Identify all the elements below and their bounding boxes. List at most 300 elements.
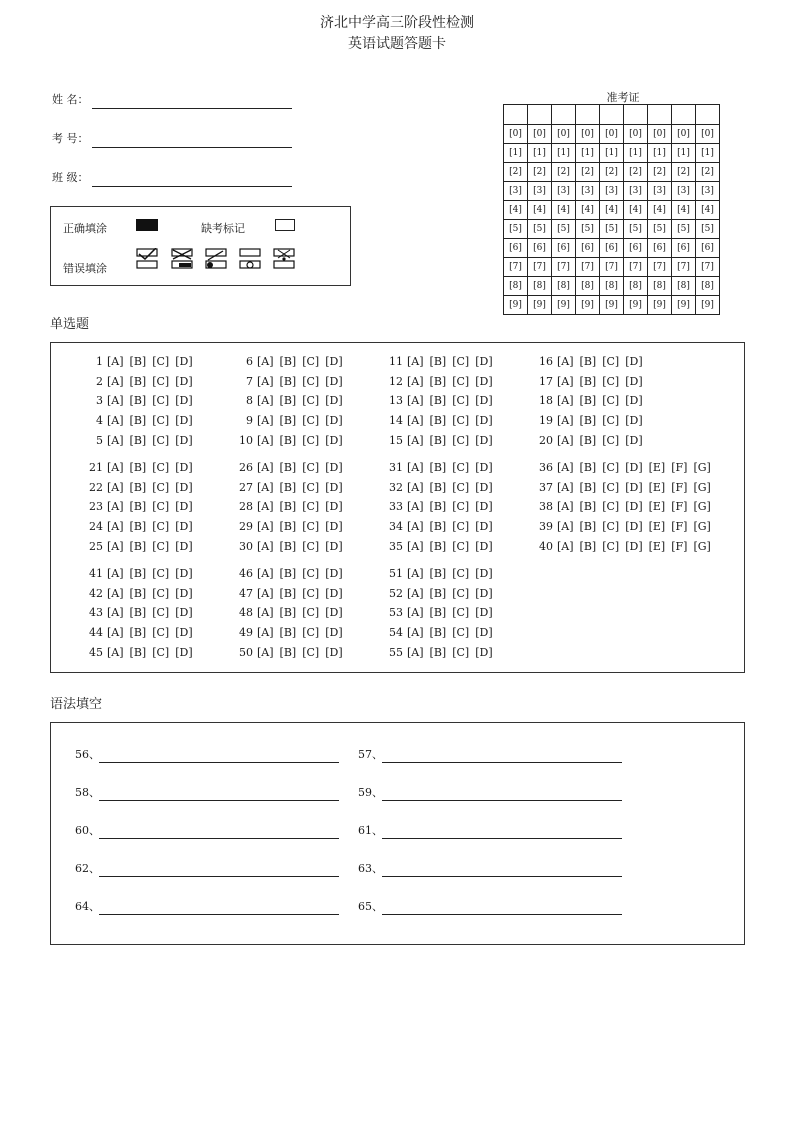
ticket-digit-bubble[interactable]: [0] <box>696 125 720 144</box>
option-bubble[interactable]: [A] <box>107 461 124 474</box>
option-bubble[interactable]: [D] <box>475 374 493 388</box>
blank-answer-line[interactable] <box>382 900 622 915</box>
ticket-digit-bubble[interactable]: [4] <box>528 201 552 220</box>
ticket-digit-bubble[interactable]: [0] <box>528 125 552 144</box>
ticket-write-cell[interactable] <box>696 105 720 125</box>
ticket-digit-bubble[interactable]: [3] <box>672 182 696 201</box>
option-bubble[interactable]: [D] <box>175 586 193 600</box>
option-bubble[interactable]: [A] <box>557 480 574 494</box>
option-bubble[interactable]: [E] <box>648 520 666 534</box>
ticket-digit-bubble[interactable]: [4] <box>600 201 624 220</box>
ticket-digit-bubble[interactable]: [3] <box>504 182 528 201</box>
option-bubble[interactable]: [A] <box>107 433 124 447</box>
ticket-digit-bubble[interactable]: [3] <box>552 182 576 201</box>
option-bubble[interactable]: [B] <box>429 606 447 620</box>
ticket-digit-bubble[interactable]: [5] <box>504 220 528 239</box>
option-bubble[interactable]: [A] <box>557 374 574 388</box>
option-bubble[interactable]: [A] <box>257 374 274 388</box>
option-bubble[interactable]: [A] <box>107 374 124 388</box>
option-bubble[interactable]: [C] <box>452 606 470 620</box>
option-bubble[interactable]: [D] <box>475 539 493 553</box>
option-bubble[interactable]: [C] <box>302 586 320 600</box>
blank-answer-line[interactable] <box>99 900 339 915</box>
option-bubble[interactable]: [B] <box>429 539 447 553</box>
option-bubble[interactable]: [A] <box>107 586 124 600</box>
ticket-digit-bubble[interactable]: [9] <box>528 296 552 315</box>
option-bubble[interactable]: [D] <box>325 626 343 640</box>
option-bubble[interactable]: [D] <box>325 414 343 428</box>
ticket-digit-bubble[interactable]: [7] <box>648 258 672 277</box>
option-bubble[interactable]: [C] <box>602 500 620 514</box>
option-bubble[interactable]: [B] <box>279 480 297 494</box>
option-bubble[interactable]: [D] <box>625 374 643 388</box>
option-bubble[interactable]: [C] <box>152 586 170 600</box>
option-bubble[interactable]: [C] <box>602 355 620 368</box>
option-bubble[interactable]: [E] <box>648 461 666 474</box>
option-bubble[interactable]: [A] <box>257 539 274 553</box>
option-bubble[interactable]: [B] <box>279 394 297 408</box>
option-bubble[interactable]: [B] <box>429 520 447 534</box>
ticket-digit-bubble[interactable]: [0] <box>576 125 600 144</box>
option-bubble[interactable]: [D] <box>175 480 193 494</box>
ticket-digit-bubble[interactable]: [2] <box>624 163 648 182</box>
blank-answer-line[interactable] <box>382 824 622 839</box>
ticket-digit-bubble[interactable]: [1] <box>552 144 576 163</box>
option-bubble[interactable]: [A] <box>407 539 424 553</box>
ticket-digit-bubble[interactable]: [8] <box>576 277 600 296</box>
ticket-digit-bubble[interactable]: [7] <box>600 258 624 277</box>
ticket-digit-bubble[interactable]: [0] <box>504 125 528 144</box>
option-bubble[interactable]: [B] <box>279 520 297 534</box>
ticket-digit-bubble[interactable]: [6] <box>624 239 648 258</box>
option-bubble[interactable]: [A] <box>407 567 424 580</box>
option-bubble[interactable]: [D] <box>175 355 193 368</box>
option-bubble[interactable]: [A] <box>407 645 424 659</box>
option-bubble[interactable]: [A] <box>407 500 424 514</box>
ticket-digit-bubble[interactable]: [5] <box>528 220 552 239</box>
ticket-digit-bubble[interactable]: [5] <box>648 220 672 239</box>
option-bubble[interactable]: [A] <box>407 606 424 620</box>
option-bubble[interactable]: [G] <box>693 539 711 553</box>
option-bubble[interactable]: [G] <box>693 480 711 494</box>
ticket-digit-bubble[interactable]: [9] <box>504 296 528 315</box>
ticket-digit-bubble[interactable]: [7] <box>576 258 600 277</box>
ticket-digit-bubble[interactable]: [9] <box>672 296 696 315</box>
option-bubble[interactable]: [B] <box>129 480 147 494</box>
option-bubble[interactable]: [A] <box>257 414 274 428</box>
ticket-digit-bubble[interactable]: [4] <box>648 201 672 220</box>
option-bubble[interactable]: [D] <box>325 480 343 494</box>
option-bubble[interactable]: [C] <box>452 374 470 388</box>
option-bubble[interactable]: [B] <box>429 414 447 428</box>
ticket-digit-bubble[interactable]: [4] <box>552 201 576 220</box>
ticket-write-cell[interactable] <box>624 105 648 125</box>
ticket-write-cell[interactable] <box>528 105 552 125</box>
ticket-digit-bubble[interactable]: [8] <box>696 277 720 296</box>
option-bubble[interactable]: [D] <box>625 394 643 408</box>
option-bubble[interactable]: [A] <box>257 645 274 659</box>
option-bubble[interactable]: [D] <box>325 567 343 580</box>
option-bubble[interactable]: [B] <box>579 461 597 474</box>
option-bubble[interactable]: [D] <box>175 394 193 408</box>
option-bubble[interactable]: [D] <box>475 394 493 408</box>
ticket-digit-bubble[interactable]: [5] <box>576 220 600 239</box>
option-bubble[interactable]: [D] <box>175 567 193 580</box>
option-bubble[interactable]: [C] <box>302 355 320 368</box>
option-bubble[interactable]: [D] <box>625 520 643 534</box>
ticket-digit-bubble[interactable]: [6] <box>600 239 624 258</box>
option-bubble[interactable]: [B] <box>129 586 147 600</box>
ticket-digit-bubble[interactable]: [3] <box>600 182 624 201</box>
option-bubble[interactable]: [C] <box>602 433 620 447</box>
ticket-digit-bubble[interactable]: [8] <box>600 277 624 296</box>
option-bubble[interactable]: [D] <box>625 539 643 553</box>
option-bubble[interactable]: [D] <box>475 355 493 368</box>
option-bubble[interactable]: [A] <box>557 414 574 428</box>
ticket-digit-bubble[interactable]: [4] <box>576 201 600 220</box>
ticket-digit-bubble[interactable]: [1] <box>672 144 696 163</box>
ticket-digit-bubble[interactable]: [2] <box>528 163 552 182</box>
ticket-digit-bubble[interactable]: [6] <box>576 239 600 258</box>
option-bubble[interactable]: [B] <box>579 374 597 388</box>
option-bubble[interactable]: [B] <box>429 355 447 368</box>
option-bubble[interactable]: [B] <box>129 433 147 447</box>
option-bubble[interactable]: [A] <box>407 374 424 388</box>
ticket-digit-bubble[interactable]: [1] <box>624 144 648 163</box>
ticket-digit-bubble[interactable]: [0] <box>648 125 672 144</box>
option-bubble[interactable]: [D] <box>625 500 643 514</box>
option-bubble[interactable]: [B] <box>279 355 297 368</box>
option-bubble[interactable]: [C] <box>152 355 170 368</box>
ticket-digit-bubble[interactable]: [7] <box>696 258 720 277</box>
ticket-write-cell[interactable] <box>576 105 600 125</box>
option-bubble[interactable]: [B] <box>579 433 597 447</box>
ticket-digit-bubble[interactable]: [8] <box>624 277 648 296</box>
option-bubble[interactable]: [D] <box>175 374 193 388</box>
ticket-digit-bubble[interactable]: [9] <box>552 296 576 315</box>
option-bubble[interactable]: [D] <box>175 626 193 640</box>
option-bubble[interactable]: [B] <box>579 520 597 534</box>
ticket-write-cell[interactable] <box>600 105 624 125</box>
option-bubble[interactable]: [B] <box>129 355 147 368</box>
ticket-write-cell[interactable] <box>648 105 672 125</box>
option-bubble[interactable]: [D] <box>475 480 493 494</box>
option-bubble[interactable]: [C] <box>302 520 320 534</box>
option-bubble[interactable]: [A] <box>407 626 424 640</box>
ticket-digit-bubble[interactable]: [5] <box>552 220 576 239</box>
option-bubble[interactable]: [D] <box>175 414 193 428</box>
option-bubble[interactable]: [A] <box>557 461 574 474</box>
option-bubble[interactable]: [C] <box>302 645 320 659</box>
ticket-digit-bubble[interactable]: [0] <box>672 125 696 144</box>
option-bubble[interactable]: [G] <box>693 461 711 474</box>
option-bubble[interactable]: [D] <box>325 606 343 620</box>
option-bubble[interactable]: [C] <box>302 414 320 428</box>
option-bubble[interactable]: [C] <box>152 645 170 659</box>
ticket-digit-bubble[interactable]: [8] <box>552 277 576 296</box>
option-bubble[interactable]: [A] <box>107 606 124 620</box>
option-bubble[interactable]: [B] <box>279 626 297 640</box>
ticket-digit-bubble[interactable]: [4] <box>504 201 528 220</box>
option-bubble[interactable]: [C] <box>302 626 320 640</box>
option-bubble[interactable]: [B] <box>579 355 597 368</box>
option-bubble[interactable]: [B] <box>129 414 147 428</box>
option-bubble[interactable]: [C] <box>452 394 470 408</box>
option-bubble[interactable]: [B] <box>129 520 147 534</box>
option-bubble[interactable]: [A] <box>257 480 274 494</box>
blank-answer-line[interactable] <box>99 786 339 801</box>
ticket-digit-bubble[interactable]: [3] <box>624 182 648 201</box>
option-bubble[interactable]: [C] <box>452 567 470 580</box>
ticket-digit-bubble[interactable]: [4] <box>672 201 696 220</box>
option-bubble[interactable]: [B] <box>579 394 597 408</box>
option-bubble[interactable]: [C] <box>602 520 620 534</box>
option-bubble[interactable]: [A] <box>257 355 274 368</box>
option-bubble[interactable]: [D] <box>175 500 193 514</box>
option-bubble[interactable]: [A] <box>107 539 124 553</box>
blank-answer-line[interactable] <box>382 748 622 763</box>
option-bubble[interactable]: [C] <box>152 433 170 447</box>
ticket-digit-bubble[interactable]: [0] <box>600 125 624 144</box>
option-bubble[interactable]: [C] <box>302 374 320 388</box>
ticket-digit-bubble[interactable]: [1] <box>648 144 672 163</box>
ticket-digit-bubble[interactable]: [5] <box>600 220 624 239</box>
option-bubble[interactable]: [A] <box>257 500 274 514</box>
option-bubble[interactable]: [D] <box>325 645 343 659</box>
option-bubble[interactable]: [A] <box>257 606 274 620</box>
option-bubble[interactable]: [C] <box>152 567 170 580</box>
option-bubble[interactable]: [C] <box>602 461 620 474</box>
ticket-digit-bubble[interactable]: [5] <box>672 220 696 239</box>
option-bubble[interactable]: [D] <box>475 414 493 428</box>
ticket-digit-bubble[interactable]: [8] <box>672 277 696 296</box>
ticket-digit-bubble[interactable]: [1] <box>696 144 720 163</box>
option-bubble[interactable]: [C] <box>452 433 470 447</box>
option-bubble[interactable]: [D] <box>475 433 493 447</box>
option-bubble[interactable]: [D] <box>175 606 193 620</box>
option-bubble[interactable]: [B] <box>129 461 147 474</box>
option-bubble[interactable]: [A] <box>107 480 124 494</box>
option-bubble[interactable]: [B] <box>579 500 597 514</box>
option-bubble[interactable]: [A] <box>107 626 124 640</box>
ticket-digit-bubble[interactable]: [2] <box>648 163 672 182</box>
option-bubble[interactable]: [A] <box>407 586 424 600</box>
ticket-digit-bubble[interactable]: [9] <box>624 296 648 315</box>
option-bubble[interactable]: [B] <box>429 374 447 388</box>
class-field[interactable] <box>92 170 292 187</box>
ticket-digit-bubble[interactable]: [7] <box>504 258 528 277</box>
option-bubble[interactable]: [B] <box>279 606 297 620</box>
option-bubble[interactable]: [C] <box>152 461 170 474</box>
ticket-digit-bubble[interactable]: [9] <box>696 296 720 315</box>
ticket-digit-bubble[interactable]: [2] <box>552 163 576 182</box>
option-bubble[interactable]: [B] <box>579 539 597 553</box>
option-bubble[interactable]: [A] <box>407 433 424 447</box>
option-bubble[interactable]: [C] <box>302 606 320 620</box>
ticket-digit-bubble[interactable]: [0] <box>624 125 648 144</box>
option-bubble[interactable]: [D] <box>325 374 343 388</box>
option-bubble[interactable]: [A] <box>407 461 424 474</box>
ticket-digit-bubble[interactable]: [6] <box>648 239 672 258</box>
blank-answer-line[interactable] <box>382 862 622 877</box>
ticket-digit-bubble[interactable]: [8] <box>648 277 672 296</box>
option-bubble[interactable]: [B] <box>279 567 297 580</box>
option-bubble[interactable]: [A] <box>107 500 124 514</box>
ticket-digit-bubble[interactable]: [6] <box>696 239 720 258</box>
option-bubble[interactable]: [E] <box>648 539 666 553</box>
option-bubble[interactable]: [B] <box>429 433 447 447</box>
ticket-digit-bubble[interactable]: [4] <box>624 201 648 220</box>
option-bubble[interactable]: [C] <box>302 461 320 474</box>
ticket-digit-bubble[interactable]: [1] <box>528 144 552 163</box>
option-bubble[interactable]: [C] <box>452 414 470 428</box>
option-bubble[interactable]: [A] <box>107 520 124 534</box>
ticket-digit-bubble[interactable]: [6] <box>672 239 696 258</box>
option-bubble[interactable]: [F] <box>671 480 688 494</box>
option-bubble[interactable]: [C] <box>602 394 620 408</box>
option-bubble[interactable]: [A] <box>107 414 124 428</box>
ticket-digit-bubble[interactable]: [8] <box>504 277 528 296</box>
option-bubble[interactable]: [C] <box>152 500 170 514</box>
option-bubble[interactable]: [D] <box>325 520 343 534</box>
option-bubble[interactable]: [C] <box>602 539 620 553</box>
option-bubble[interactable]: [D] <box>475 567 493 580</box>
option-bubble[interactable]: [A] <box>557 520 574 534</box>
option-bubble[interactable]: [C] <box>452 520 470 534</box>
option-bubble[interactable]: [B] <box>279 414 297 428</box>
option-bubble[interactable]: [D] <box>475 586 493 600</box>
ticket-digit-bubble[interactable]: [2] <box>696 163 720 182</box>
option-bubble[interactable]: [C] <box>452 626 470 640</box>
option-bubble[interactable]: [C] <box>152 374 170 388</box>
ticket-digit-bubble[interactable]: [3] <box>576 182 600 201</box>
option-bubble[interactable]: [B] <box>279 500 297 514</box>
absent-mark-box[interactable] <box>275 219 295 231</box>
option-bubble[interactable]: [E] <box>648 480 666 494</box>
option-bubble[interactable]: [B] <box>129 606 147 620</box>
ticket-digit-bubble[interactable]: [7] <box>672 258 696 277</box>
option-bubble[interactable]: [C] <box>452 355 470 368</box>
option-bubble[interactable]: [D] <box>625 480 643 494</box>
ticket-digit-bubble[interactable]: [9] <box>576 296 600 315</box>
ticket-digit-bubble[interactable]: [6] <box>528 239 552 258</box>
option-bubble[interactable]: [D] <box>475 520 493 534</box>
option-bubble[interactable]: [A] <box>257 567 274 580</box>
option-bubble[interactable]: [C] <box>302 394 320 408</box>
option-bubble[interactable]: [B] <box>129 645 147 659</box>
option-bubble[interactable]: [B] <box>429 645 447 659</box>
ticket-digit-bubble[interactable]: [3] <box>696 182 720 201</box>
option-bubble[interactable]: [C] <box>602 414 620 428</box>
option-bubble[interactable]: [C] <box>302 433 320 447</box>
option-bubble[interactable]: [C] <box>452 461 470 474</box>
option-bubble[interactable]: [B] <box>129 394 147 408</box>
option-bubble[interactable]: [B] <box>429 567 447 580</box>
option-bubble[interactable]: [D] <box>325 433 343 447</box>
option-bubble[interactable]: [F] <box>671 500 688 514</box>
option-bubble[interactable]: [C] <box>602 480 620 494</box>
option-bubble[interactable]: [A] <box>107 645 124 659</box>
option-bubble[interactable]: [C] <box>152 394 170 408</box>
option-bubble[interactable]: [A] <box>407 394 424 408</box>
option-bubble[interactable]: [A] <box>407 520 424 534</box>
option-bubble[interactable]: [A] <box>107 567 124 580</box>
option-bubble[interactable]: [D] <box>475 626 493 640</box>
option-bubble[interactable]: [D] <box>325 461 343 474</box>
option-bubble[interactable]: [D] <box>325 586 343 600</box>
ticket-digit-bubble[interactable]: [6] <box>504 239 528 258</box>
option-bubble[interactable]: [B] <box>429 394 447 408</box>
option-bubble[interactable]: [A] <box>407 480 424 494</box>
blank-answer-line[interactable] <box>99 862 339 877</box>
option-bubble[interactable]: [D] <box>475 500 493 514</box>
option-bubble[interactable]: [A] <box>557 433 574 447</box>
option-bubble[interactable]: [B] <box>429 586 447 600</box>
option-bubble[interactable]: [C] <box>602 374 620 388</box>
option-bubble[interactable]: [D] <box>475 606 493 620</box>
option-bubble[interactable]: [B] <box>279 374 297 388</box>
option-bubble[interactable]: [G] <box>693 520 711 534</box>
option-bubble[interactable]: [C] <box>452 586 470 600</box>
option-bubble[interactable]: [B] <box>279 586 297 600</box>
ticket-digit-bubble[interactable]: [7] <box>528 258 552 277</box>
ticket-write-cell[interactable] <box>672 105 696 125</box>
ticket-write-cell[interactable] <box>552 105 576 125</box>
option-bubble[interactable]: [F] <box>671 461 688 474</box>
option-bubble[interactable]: [B] <box>279 539 297 553</box>
option-bubble[interactable]: [A] <box>107 394 124 408</box>
ticket-digit-bubble[interactable]: [4] <box>696 201 720 220</box>
option-bubble[interactable]: [D] <box>175 645 193 659</box>
option-bubble[interactable]: [D] <box>625 433 643 447</box>
option-bubble[interactable]: [B] <box>129 567 147 580</box>
ticket-write-cell[interactable] <box>504 105 528 125</box>
option-bubble[interactable]: [C] <box>452 500 470 514</box>
option-bubble[interactable]: [D] <box>475 461 493 474</box>
option-bubble[interactable]: [F] <box>671 520 688 534</box>
ticket-digit-bubble[interactable]: [1] <box>504 144 528 163</box>
option-bubble[interactable]: [A] <box>257 433 274 447</box>
option-bubble[interactable]: [B] <box>429 480 447 494</box>
option-bubble[interactable]: [D] <box>325 539 343 553</box>
name-field[interactable] <box>92 92 292 109</box>
option-bubble[interactable]: [D] <box>325 394 343 408</box>
option-bubble[interactable]: [C] <box>302 567 320 580</box>
option-bubble[interactable]: [A] <box>257 626 274 640</box>
blank-answer-line[interactable] <box>99 748 339 763</box>
ticket-digit-bubble[interactable]: [3] <box>648 182 672 201</box>
exam-no-field[interactable] <box>92 131 292 148</box>
option-bubble[interactable]: [A] <box>407 414 424 428</box>
option-bubble[interactable]: [D] <box>325 500 343 514</box>
option-bubble[interactable]: [C] <box>152 520 170 534</box>
option-bubble[interactable]: [A] <box>257 394 274 408</box>
option-bubble[interactable]: [B] <box>129 539 147 553</box>
option-bubble[interactable]: [D] <box>175 539 193 553</box>
option-bubble[interactable]: [G] <box>693 500 711 514</box>
ticket-digit-bubble[interactable]: [2] <box>672 163 696 182</box>
option-bubble[interactable]: [B] <box>129 374 147 388</box>
option-bubble[interactable]: [D] <box>625 355 643 368</box>
ticket-digit-bubble[interactable]: [5] <box>696 220 720 239</box>
option-bubble[interactable]: [D] <box>625 414 643 428</box>
option-bubble[interactable]: [D] <box>175 520 193 534</box>
option-bubble[interactable]: [B] <box>579 480 597 494</box>
option-bubble[interactable]: [D] <box>325 355 343 368</box>
ticket-digit-bubble[interactable]: [0] <box>552 125 576 144</box>
option-bubble[interactable]: [B] <box>429 626 447 640</box>
option-bubble[interactable]: [C] <box>152 414 170 428</box>
